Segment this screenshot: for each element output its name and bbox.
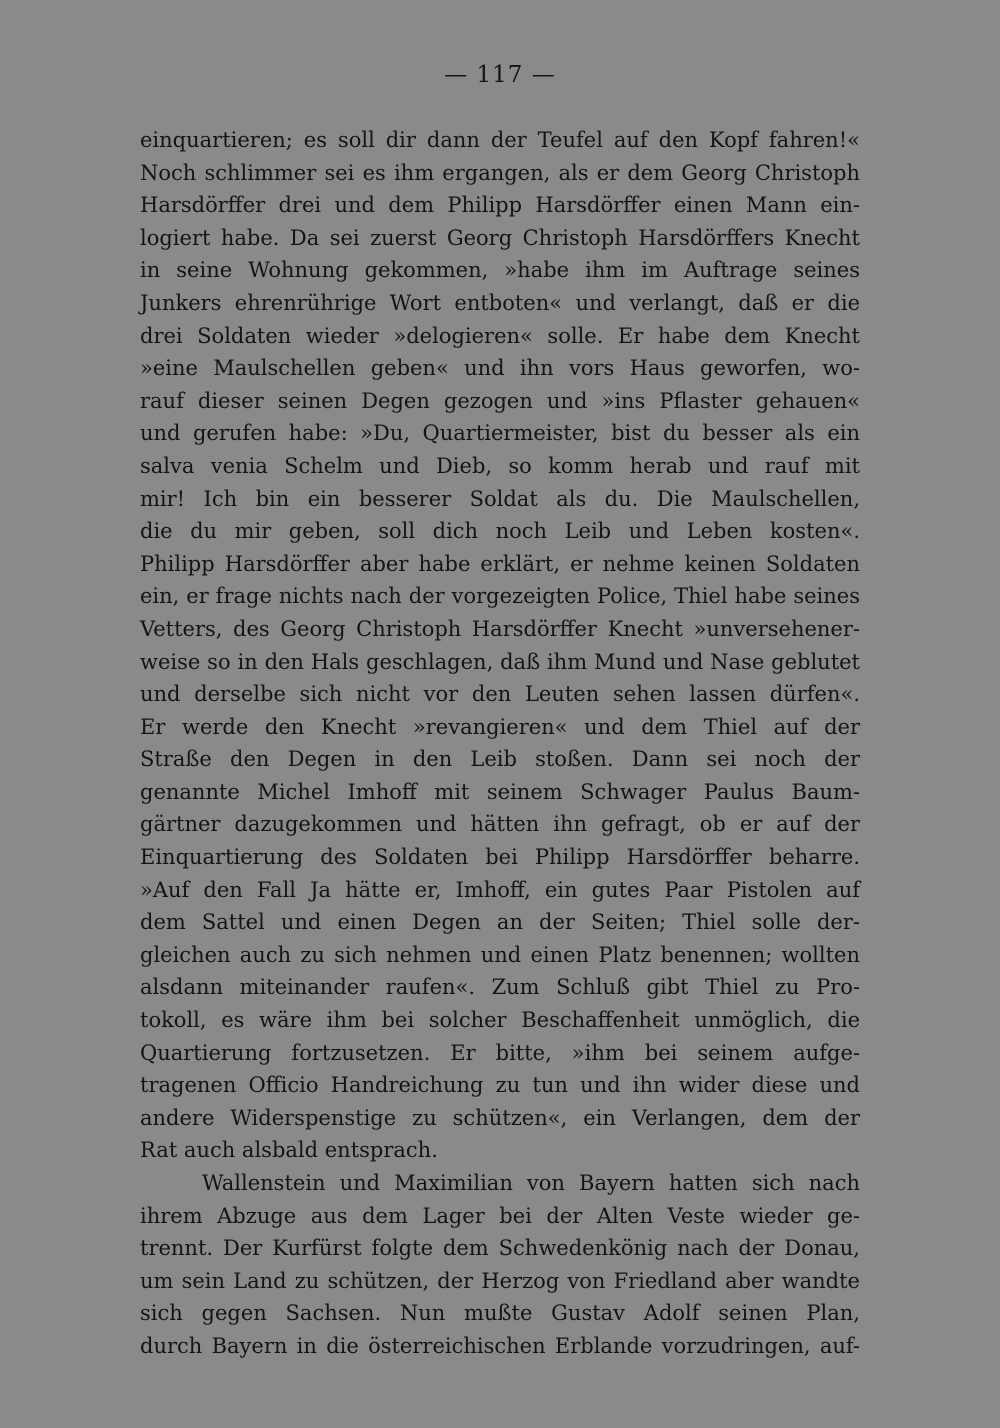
page-number: — 117 — bbox=[444, 62, 556, 88]
text-line: einquartieren; es soll dir dann der Teufel auf den Kopf fahren!« bbox=[140, 128, 860, 152]
text-line: Rat auch alsbald entsprach. bbox=[140, 1138, 438, 1163]
text-line: Noch schlimmer sei es ihm ergangen, als er dem Georg Christoph bbox=[140, 160, 860, 185]
text-line: in seine Wohnung gekommen, »habe ihm im Auftrage seines bbox=[140, 258, 860, 283]
text-line: genannte Michel Imhoff mit seinem Schwager Paulus Baum- bbox=[140, 779, 860, 804]
text-line: gärtner dazugekommen und hätten ihn gefragt, ob er auf der bbox=[140, 812, 860, 837]
text-line: alsdann miteinander raufen«. Zum Schluß gibt Thiel zu Pro- bbox=[140, 975, 860, 1000]
text-line: logiert habe. Da sei zuerst Georg Christoph Harsdörffers Knecht bbox=[140, 225, 860, 250]
text-line: Einquartierung des Soldaten bei Philipp Harsdörffer beharre. bbox=[140, 845, 860, 870]
text-line: tragenen Officio Handreichung zu tun und ihn wider diese und bbox=[140, 1073, 860, 1098]
text-line: tokoll, es wäre ihm bei solcher Beschaffenheit unmöglich, die bbox=[140, 1008, 860, 1033]
text-line: Straße den Degen in den Leib stoßen. Dann sei noch der bbox=[140, 747, 860, 772]
text-line: Er werde den Knecht »revangieren« und dem Thiel auf der bbox=[140, 714, 860, 739]
text-line: andere Widerspenstige zu schützen«, ein Verlangen, dem der bbox=[140, 1105, 860, 1130]
text-line: »eine Maulschellen geben« und ihn vors Haus geworfen, wo- bbox=[140, 356, 860, 381]
text-line: Quartierung fortzusetzen. Er bitte, »ihm bei seinem aufge- bbox=[140, 1040, 860, 1065]
text-line: um sein Land zu schützen, der Herzog von Friedland aber wandte bbox=[140, 1268, 860, 1293]
text-line: gleichen auch zu sich nehmen und einen Platz benennen; wollten bbox=[140, 942, 860, 967]
text-line: rauf dieser seinen Degen gezogen und »ins Pflaster gehauen« bbox=[140, 388, 860, 413]
text-line: ein, er frage nichts nach der vorgezeigten Police, Thiel habe seines bbox=[140, 584, 860, 609]
body-text bbox=[140, 124, 860, 1363]
text-line: und derselbe sich nicht vor den Leuten sehen lassen dürfen«. bbox=[140, 682, 860, 707]
text-line: weise so in den Hals geschlagen, daß ihm Mund und Nase geblutet bbox=[140, 649, 860, 674]
text-line: Junkers ehrenrührige Wort entboten« und verlangt, daß er die bbox=[140, 290, 860, 315]
text-line: »Auf den Fall Ja hätte er, Imhoff, ein gutes Paar Pistolen auf bbox=[140, 877, 860, 902]
text-line: durch Bayern in die österreichischen Erblande vorzudringen, auf- bbox=[140, 1333, 860, 1358]
text-line: dem Sattel und einen Degen an der Seiten; Thiel solle der- bbox=[140, 910, 860, 935]
text-line: die du mir geben, soll dich noch Leib und Leben kosten«. bbox=[140, 519, 860, 544]
text-line: Harsdörffer drei und dem Philipp Harsdörffer einen Mann ein- bbox=[140, 193, 860, 218]
text-line: Philipp Harsdörffer aber habe erklärt, er nehme keinen Soldaten bbox=[140, 551, 860, 576]
text-line: drei Soldaten wieder »delogieren« solle. Er habe dem Knecht bbox=[140, 323, 860, 348]
text-line: ihrem Abzuge aus dem Lager bei der Alten Veste wieder ge- bbox=[140, 1203, 860, 1228]
text-line: und gerufen habe: »Du, Quartiermeister, bist du besser als ein bbox=[140, 421, 860, 446]
text-line: salva venia Schelm und Dieb, so komm herab und rauf mit bbox=[140, 453, 860, 478]
text-line: mir! Ich bin ein besserer Soldat als du. Die Maulschellen, bbox=[140, 486, 860, 511]
text-line: sich gegen Sachsen. Nun mußte Gustav Adolf seinen Plan, bbox=[140, 1301, 860, 1326]
text-line: Vetters, des Georg Christoph Harsdörffer Knecht »unversehener- bbox=[140, 616, 860, 641]
text-line: trennt. Der Kurfürst folgte dem Schwedenkönig nach der Donau, bbox=[140, 1236, 860, 1261]
text-line: Wallenstein und Maximilian von Bayern hatten sich nach bbox=[202, 1171, 860, 1195]
